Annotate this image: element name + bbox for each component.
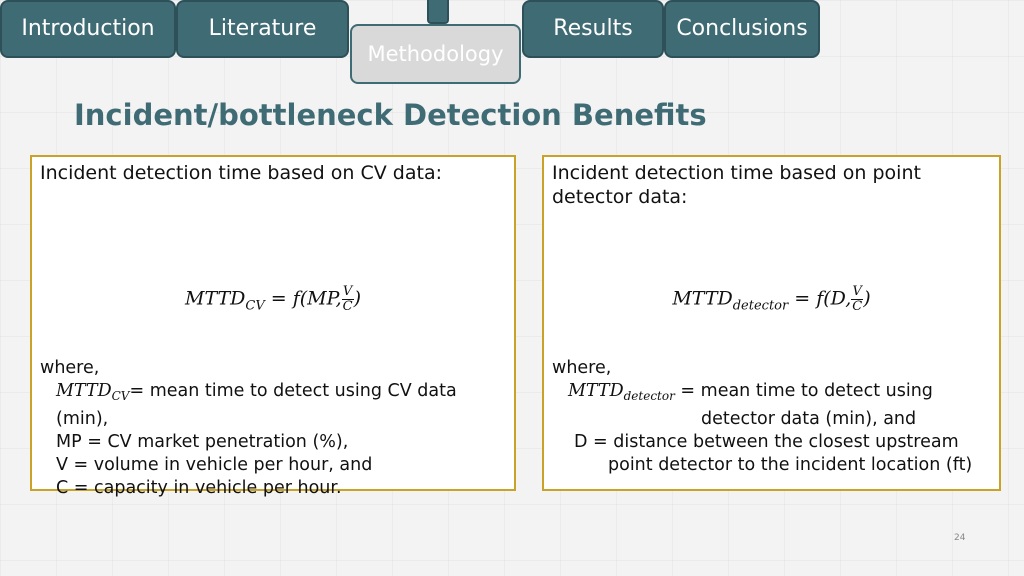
active-tab-connector [427, 0, 449, 24]
slide-title: Incident/bottleneck Detection Benefits [74, 98, 707, 132]
cv-definitions: where, $MTTD_{CV}=$ mean time to detect using CV data (min), MP = CV market penetration (%), V = volume in vehicle per hour, and C = capacity in vehicle per hour. [40, 357, 506, 500]
detector-formula: $MTTD_{detector} = f(D$, $\frac{V}{C}$ ) [672, 284, 871, 314]
detector-data-box [542, 155, 1001, 491]
tab-introduction[interactable]: Introduction [0, 0, 176, 58]
tab-literature[interactable]: Literature [176, 0, 349, 58]
tab-methodology[interactable]: Methodology [350, 24, 521, 84]
detector-definitions: where, $MTTD_{detector}$ = mean time to detect using detector data (min), and D = distance between the closest upstream point detector to the incident location (ft) [552, 357, 991, 477]
cv-fraction: $\frac{V}{C}$ [342, 284, 353, 314]
cv-data-box [30, 155, 516, 498]
cv-formula: $MTTD_{CV} = f(MP$, $\frac{V}{C}$ ) [185, 284, 361, 314]
page-number: 24 [954, 533, 966, 543]
detector-box-heading: Incident detection time based on point detector data: [552, 162, 921, 208]
cv-def-mttd: $MTTD_{CV}=$ mean time to detect using CV data (min), [56, 381, 457, 429]
tab-conclusions[interactable]: Conclusions [664, 0, 820, 58]
tab-results[interactable]: Results [522, 0, 664, 58]
detector-def-mttd: $MTTD_{detector}$ = mean time to detect using [568, 381, 933, 403]
cv-box-heading: Incident detection time based on CV data: [40, 162, 442, 184]
detector-fraction: $\frac{V}{C}$ [852, 284, 863, 314]
